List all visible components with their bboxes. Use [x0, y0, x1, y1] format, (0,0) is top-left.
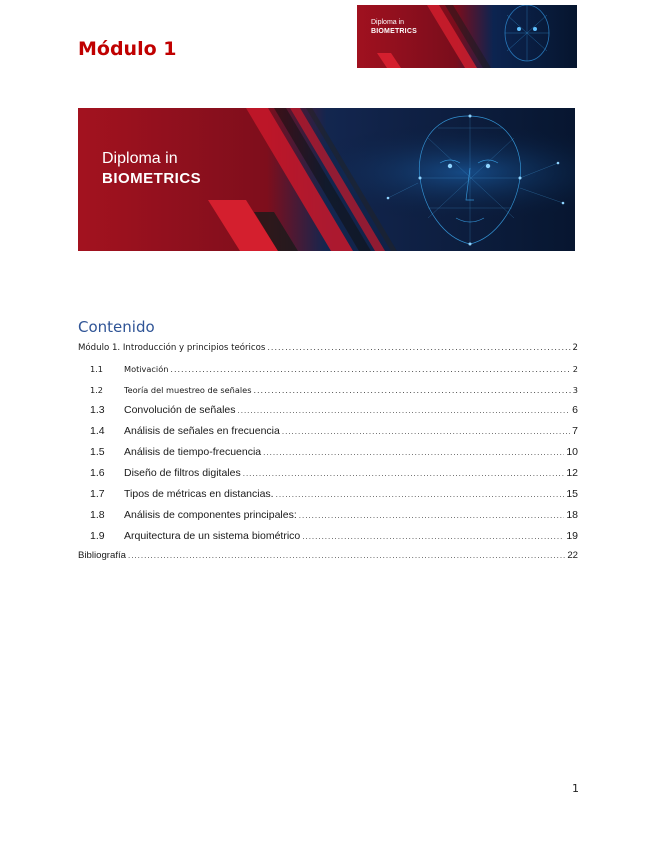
toc-entry-title: Análisis de señales en frecuencia	[124, 425, 280, 437]
toc-entry[interactable]	[78, 343, 578, 353]
header-logo-line2: BIOMETRICS	[371, 28, 417, 35]
toc-entry[interactable]	[78, 425, 578, 437]
toc-entry-title: Tipos de métricas en distancias.	[124, 488, 274, 500]
toc-entry[interactable]	[78, 446, 578, 458]
toc-dot-leader	[128, 551, 565, 560]
toc-dot-leader	[276, 490, 565, 499]
header-logo-graphic	[357, 5, 577, 68]
toc-dot-leader	[238, 406, 571, 415]
toc-entry[interactable]	[78, 404, 578, 416]
toc-entry-number: 1.9	[90, 530, 105, 542]
toc-entry-page: 3	[572, 385, 578, 395]
toc-dot-leader	[282, 427, 570, 436]
toc-entry-title: Diseño de filtros digitales	[124, 467, 241, 479]
banner-line1: Diploma in	[102, 150, 178, 167]
toc-dot-leader	[243, 469, 565, 478]
toc-entry-page: 22	[567, 550, 578, 561]
header-logo	[357, 5, 577, 68]
toc-entry-number: 1.7	[90, 488, 105, 500]
toc-dot-leader	[263, 448, 564, 457]
toc-entry-page: 10	[566, 446, 578, 458]
toc-dot-leader	[302, 532, 564, 541]
page-number: 1	[572, 782, 579, 795]
hero-banner	[78, 108, 575, 251]
toc-entry-title: Convolución de señales	[124, 404, 236, 416]
toc-entry-page: 19	[566, 530, 578, 542]
toc-entry[interactable]	[78, 364, 578, 374]
toc-entry[interactable]	[78, 509, 578, 521]
toc-entry-title: Teoría del muestreo de señales	[124, 385, 252, 395]
toc-entry-page: 7	[572, 425, 578, 437]
toc-entry-number: 1.3	[90, 404, 105, 416]
toc-entry[interactable]	[78, 488, 578, 500]
toc-entry-number: 1.5	[90, 446, 105, 458]
toc-entry-page: 2	[572, 364, 578, 374]
toc-entry-page: 2	[572, 343, 578, 353]
toc-dot-leader	[299, 511, 565, 520]
toc-entry-number: 1.4	[90, 425, 105, 437]
toc-entry[interactable]	[78, 550, 578, 561]
toc-entry-number: 1.1	[90, 364, 104, 374]
toc-heading: Contenido	[78, 318, 155, 336]
toc-entry-title: Módulo 1. Introducción y principios teóricos	[78, 343, 266, 353]
toc-entry-page: 12	[566, 467, 578, 479]
toc-entry[interactable]	[78, 385, 578, 395]
banner-line2: BIOMETRICS	[102, 170, 202, 187]
toc-entry[interactable]	[78, 467, 578, 479]
toc-entry-title: Análisis de componentes principales:	[124, 509, 297, 521]
toc-entry-page: 18	[566, 509, 578, 521]
toc-entry[interactable]	[78, 530, 578, 542]
toc-entry-title: Arquitectura de un sistema biométrico	[124, 530, 301, 542]
toc-entry-page: 15	[566, 488, 578, 500]
toc-dot-leader	[267, 343, 570, 352]
toc-entry-title: Análisis de tiempo-frecuencia	[124, 446, 262, 458]
toc-dot-leader	[170, 365, 570, 374]
toc-entry-title: Motivación	[124, 364, 169, 374]
header-logo-line1: Diploma in	[371, 19, 405, 26]
toc-dot-leader	[253, 386, 570, 395]
page-title: Módulo 1	[78, 38, 177, 60]
toc-entry-number: 1.6	[90, 467, 105, 479]
toc-entry-title: Bibliografía	[78, 550, 126, 561]
toc-entry-page: 6	[572, 404, 578, 416]
toc-entry-number: 1.2	[90, 385, 104, 395]
toc-entry-number: 1.8	[90, 509, 105, 521]
